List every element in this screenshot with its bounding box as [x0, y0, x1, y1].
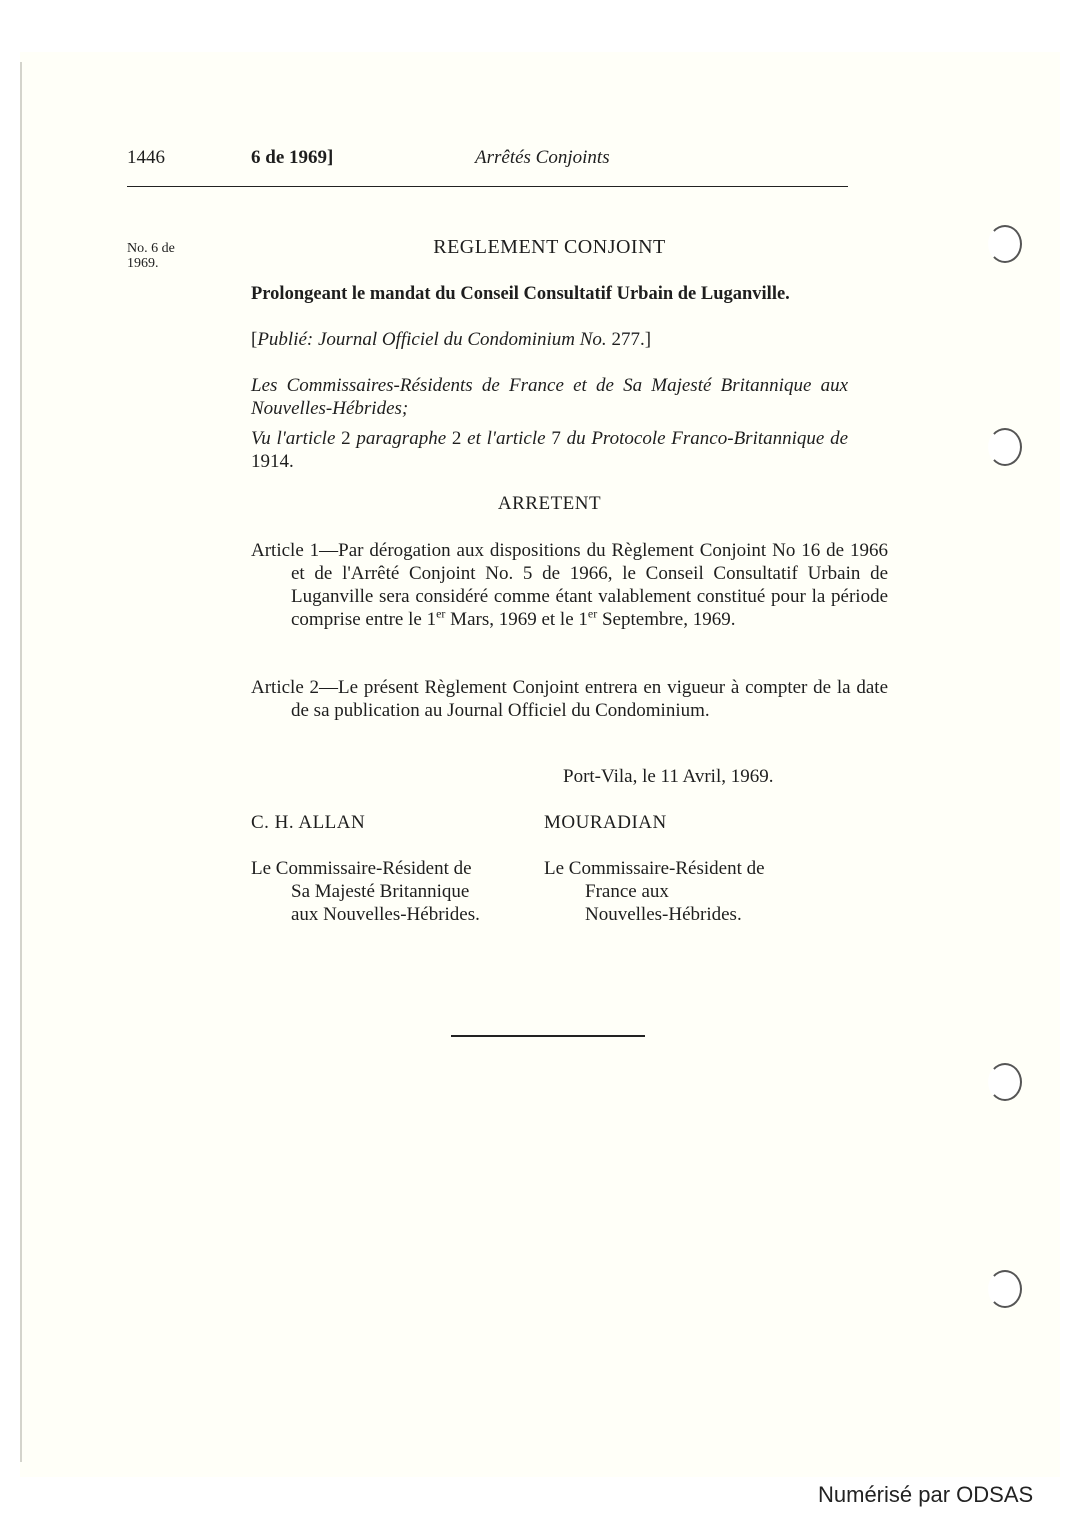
preamble-protocol-part5: et l'article	[467, 428, 546, 449]
binder-hole-1	[988, 225, 1022, 263]
preamble-protocol	[251, 427, 848, 473]
signatory-2-title-line1: Le Commissaire-Résident de	[544, 858, 765, 879]
article-1-sup-a: er	[436, 606, 446, 621]
binder-hole-2	[988, 428, 1022, 466]
preamble-protocol-part2: 2	[335, 428, 357, 449]
signatory-2-title-line3: Nouvelles-Hébrides.	[585, 904, 742, 925]
margin-note-line2: 1969.	[127, 256, 159, 271]
place-date: Port-Vila, le 11 Avril, 1969.	[563, 766, 774, 787]
signatory-2-name: MOURADIAN	[544, 812, 667, 833]
header-reference: 6 de 1969]	[251, 147, 334, 168]
signatory-2-title	[544, 857, 765, 926]
preamble-protocol-part3: paragraphe	[356, 428, 447, 449]
signatory-1-name: C. H. ALLAN	[251, 812, 366, 833]
page-number: 1446	[127, 147, 165, 168]
signatory-1-title-line1: Le Commissaire-Résident de	[251, 858, 472, 879]
preamble-protocol-part7: du Protocole Franco-Britannique de	[566, 428, 849, 449]
article-1-text-a: Article 1—Par dérogation aux dispositions du Règlement Conjoint No 16 de 1966 et de l'Arrêté Conjoint No. 5 de 1966, le Conseil Consultatif Urbain de Luganville sera considéré comme étant valablement constitué pour la période comprise entre le 1	[251, 540, 888, 630]
binder-hole-3	[988, 1063, 1022, 1101]
header-rule	[127, 186, 848, 187]
document-title: REGLEMENT CONJOINT	[433, 236, 666, 258]
header-section-title: Arrêtés Conjoints	[475, 147, 610, 168]
document-subtitle: Prolongeant le mandat du Conseil Consultatif Urbain de Luganville.	[251, 284, 790, 304]
article-1-text-c: Septembre, 1969.	[597, 609, 736, 630]
signatory-2-title-line2: France aux	[585, 881, 669, 902]
publication-note	[251, 328, 848, 351]
decree-heading: ARRETENT	[497, 493, 602, 514]
page-sheet	[20, 52, 1060, 1477]
preamble-protocol-part8: 1914.	[251, 451, 294, 472]
publication-open-bracket: [	[251, 329, 258, 350]
binder-hole-4	[988, 1270, 1022, 1308]
article-1	[251, 539, 888, 631]
end-rule	[451, 1035, 645, 1037]
margin-note-line1: No. 6 de	[127, 241, 175, 256]
margin-note	[127, 241, 175, 271]
preamble-protocol-part1: Vu l'article	[251, 428, 336, 449]
page-edge-shadow	[20, 62, 22, 1462]
signatory-1-title-line2: Sa Majesté Britannique	[291, 881, 470, 902]
publication-source: Publié: Journal Officiel du Condominium No.	[257, 329, 607, 350]
preamble-protocol-part4: 2	[446, 428, 468, 449]
publication-number: 277.]	[606, 329, 652, 350]
article-1-sup-b: er	[587, 606, 598, 621]
article-2: Article 2—Le présent Règlement Conjoint entrera en vigueur à compter de la date de sa publication au Journal Officiel du Condominium.	[251, 677, 888, 721]
signatory-1-title	[251, 857, 480, 926]
article-1-text-b: Mars, 1969 et le 1	[445, 609, 588, 630]
preamble-commissioners: Les Commissaires-Résidents de France et de Sa Majesté Britannique aux Nouvelles-Hébrides;	[251, 375, 848, 419]
signatory-1-title-line3: aux Nouvelles-Hébrides.	[291, 904, 480, 925]
preamble-protocol-part6: 7	[545, 428, 567, 449]
scan-credit: Numérisé par ODSAS	[818, 1482, 1034, 1507]
